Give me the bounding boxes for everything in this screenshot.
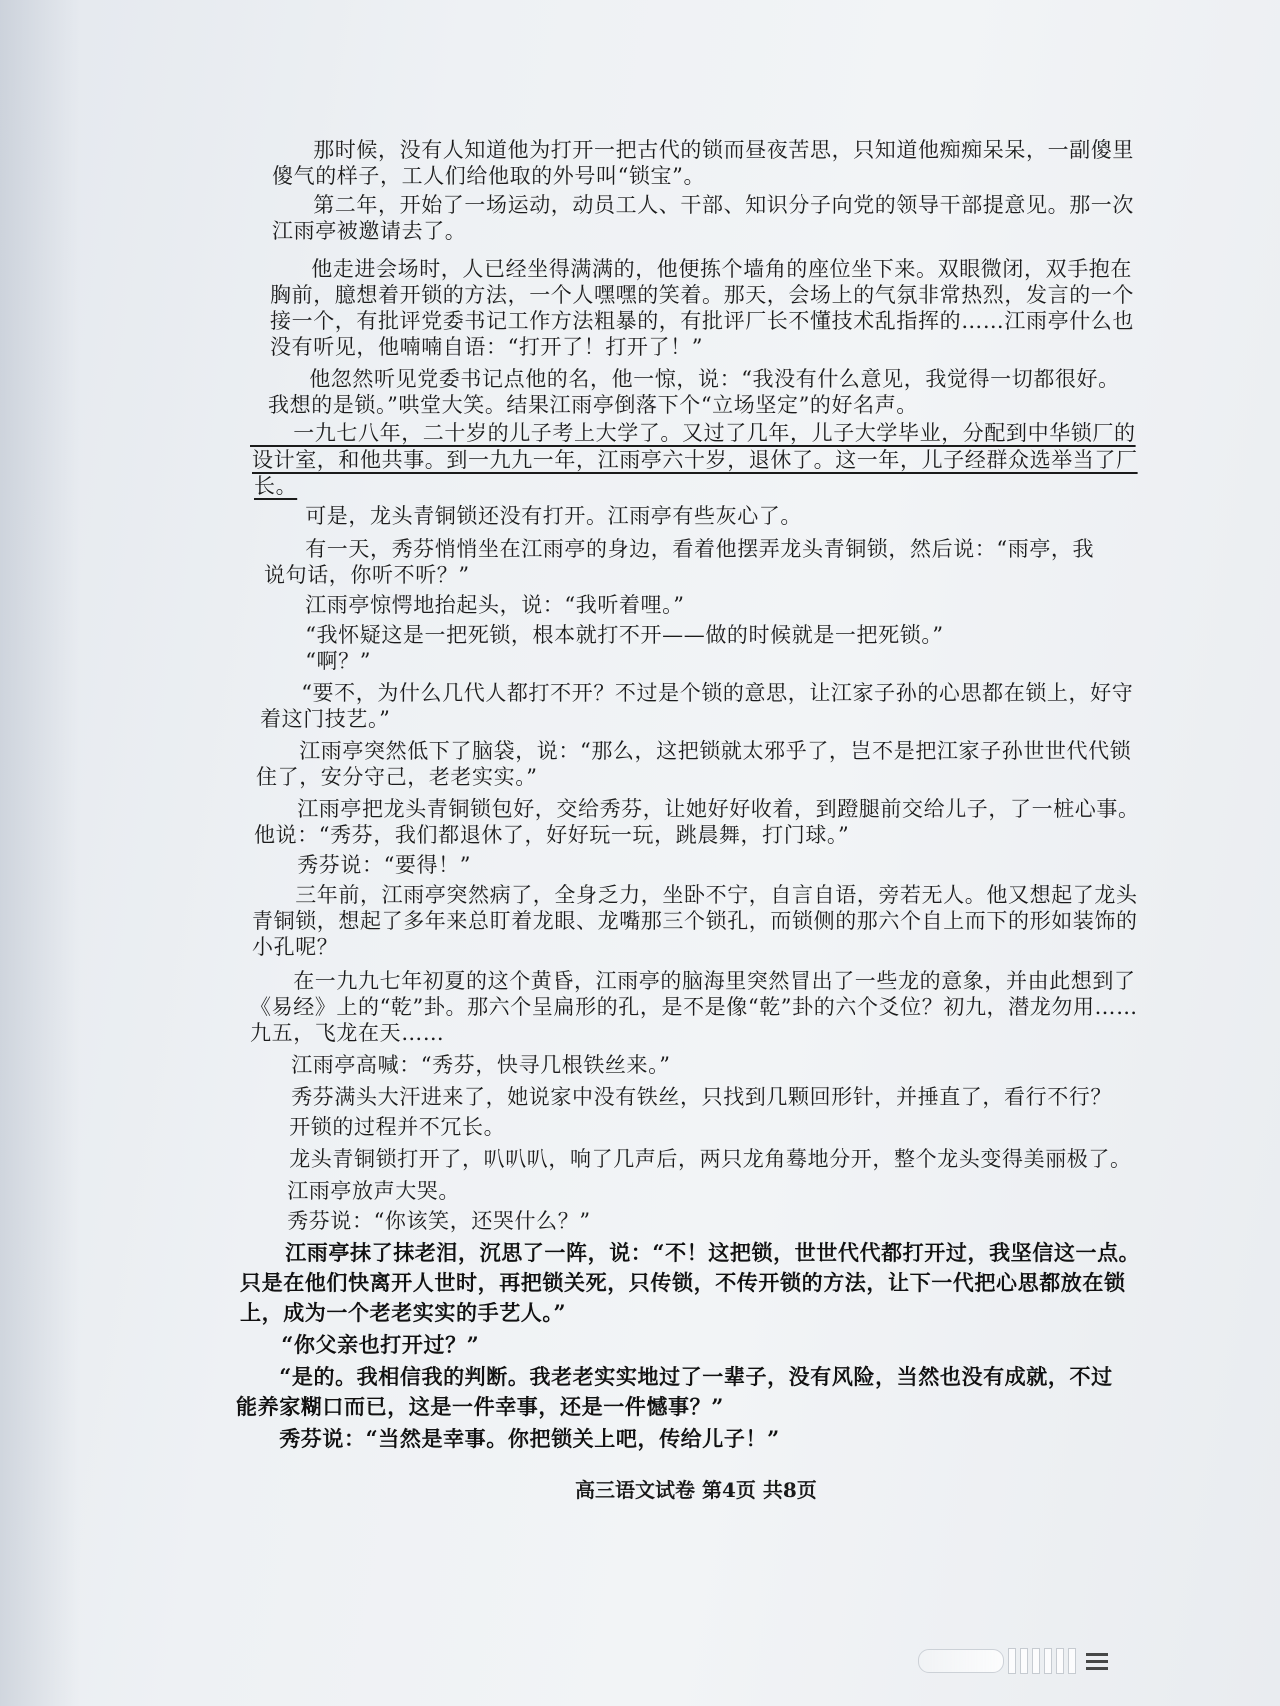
passage-line: “要不，为什么几代人都打不开？不过是个锁的意思，让江家子孙的心思都在锁上，好守 [258, 681, 1134, 705]
page-footer: 高三语文试卷 第4页 共8页 [575, 1478, 817, 1502]
passage-line: 他说：“秀芬，我们都退休了，好好玩一玩，跳晨舞，打门球。” [254, 823, 850, 847]
passage-line: 开锁的过程并不冗长。 [246, 1115, 506, 1139]
underlined-line: 长。 [254, 474, 298, 498]
passage-line: 着这门技艺。” [260, 707, 391, 731]
passage-line: 接一个，有批评党委书记工作方法粗暴的，有批评厂长不懂技术乱指挥的……江雨亭什么也 [270, 309, 1134, 333]
watermark-pill [918, 1649, 1004, 1673]
passage-line: 秀芬说：“你该笑，还哭什么？” [244, 1209, 591, 1233]
passage-line: 九五，飞龙在天…… [250, 1021, 445, 1045]
passage-line: 胸前，臆想着开锁的方法，一个人嘿嘿的笑着。那天，会场上的气氛非常热烈，发言的一个 [270, 283, 1134, 307]
passage-line: 三年前，江雨亭突然病了，全身乏力，坐卧不宁，自言自语，旁若无人。他又想起了龙头 [252, 883, 1138, 907]
passage-line: 能养家糊口而已，这是一件幸事，还是一件憾事？” [236, 1394, 724, 1419]
passage-line: 说句话，你听不听？” [264, 563, 470, 587]
passage-line: 秀芬说：“当然是幸事。你把锁关上吧，传给儿子！” [236, 1426, 780, 1451]
passage-line: 傻气的样子，工人们给他取的外号叫“锁宝”。 [272, 164, 706, 188]
passage-line: 那时候，没有人知道他为打开一把古代的锁而昼夜苦思，只知道他痴痴呆呆，一副傻里 [270, 138, 1134, 162]
passage-line: 江雨亭把龙头青铜锁包好，交给秀芬，让她好好收着，到蹬腿前交给儿子，了一桩心事。 [254, 797, 1140, 821]
passage-line: 小孔呢？ [252, 935, 339, 959]
passage-line: “啊？” [262, 649, 372, 673]
passage-line: 上，成为一个老老实实的手艺人。” [240, 1300, 567, 1325]
passage-line: 青铜锁，想起了多年来总盯着龙眼、龙嘴那三个锁孔，而锁侧的那六个自上而下的形如装饰的 [252, 909, 1138, 933]
watermark-bar [1020, 1648, 1028, 1674]
passage-line: 第二年，开始了一场运动，动员工人、干部、知识分子向党的领导干部提意见。那一次 [270, 193, 1134, 217]
passage-line: 江雨亭放声大哭。 [244, 1179, 460, 1203]
passage-line: 没有听见，他喃喃自语：“打开了！打开了！” [270, 335, 704, 359]
passage-line: 《易经》上的“乾”卦。那六个呈扁形的孔，是不是像“乾”卦的六个爻位？初九，潜龙勿用…… [250, 995, 1138, 1019]
watermark-bar [1008, 1648, 1016, 1674]
watermark-logo [918, 1646, 1244, 1676]
passage-line: 他忽然听见党委书记点他的名，他一惊，说：“我没有什么意见，我觉得一切都很好。 [266, 367, 1120, 391]
menu-icon [1086, 1653, 1108, 1670]
passage-line: 江雨亭抹了抹老泪，沉思了一阵，说：“不！这把锁，世世代代都打开过，我坚信这一点。 [242, 1240, 1141, 1265]
passage-line: 龙头青铜锁打开了，叭叭叭，响了几声后，两只龙角蓦地分开，整个龙头变得美丽极了。 [246, 1147, 1132, 1171]
passage-line: 可是，龙头青铜锁还没有打开。江雨亭有些灰心了。 [262, 504, 802, 528]
passage-line: 江雨亭惊愕地抬起头，说：“我听着哩。” [262, 593, 685, 617]
passage-line: 只是在他们快离开人世时，再把锁关死，只传锁，不传开锁的方法，让下一代把心思都放在锁 [240, 1270, 1126, 1295]
passage-line: “你父亲也打开过？” [238, 1332, 480, 1357]
passage-line: 秀芬说：“要得！” [254, 853, 472, 877]
passage-line: “是的。我相信我的判断。我老老实实地过了一辈子，没有风险，当然也没有成就，不过 [236, 1364, 1113, 1389]
passage-line: 江雨亭高喊：“秀芬，快寻几根铁丝来。” [248, 1053, 671, 1077]
passage-line: 他走进会场时，人已经坐得满满的，他便拣个墙角的座位坐下来。双眼微闭，双手抱在 [268, 257, 1132, 281]
watermark-bar [1056, 1648, 1064, 1674]
passage-line: 我想的是锁。”哄堂大笑。结果江雨亭倒落下个“立场坚定”的好名声。 [268, 393, 918, 417]
passage-line: 住了，安分守己，老老实实。” [256, 765, 538, 789]
passage-line: 江雨亭突然低下了脑袋，说：“那么，这把锁就太邪乎了，岂不是把江家子孙世世代代锁 [256, 739, 1132, 763]
underlined-line: 一九七八年，二十岁的儿子考上大学了。又过了几年，儿子大学毕业，分配到中华锁厂的 [250, 421, 1136, 445]
watermark-bar [1068, 1648, 1076, 1674]
watermark-bar [1044, 1648, 1052, 1674]
passage-line: 秀芬满头大汗进来了，她说家中没有铁丝，只找到几颗回形针，并捶直了，看行不行？ [248, 1085, 1112, 1109]
watermark-bar [1032, 1648, 1040, 1674]
underlined-line: 设计室，和他共事。到一九九一年，江雨亭六十岁，退休了。这一年，儿子经群众选举当了厂 [252, 448, 1138, 472]
passage-line: “我怀疑这是一把死锁，根本就打不开——做的时候就是一把死锁。” [262, 623, 944, 647]
passage-line: 有一天，秀芬悄悄坐在江雨亭的身边，看着他摆弄龙头青铜锁，然后说：“雨亭，我 [262, 537, 1095, 561]
passage-line: 在一九九七年初夏的这个黄昏，江雨亭的脑海里突然冒出了一些龙的意象，并由此想到了 [250, 969, 1136, 993]
passage-line: 江雨亭被邀请去了。 [272, 219, 467, 243]
